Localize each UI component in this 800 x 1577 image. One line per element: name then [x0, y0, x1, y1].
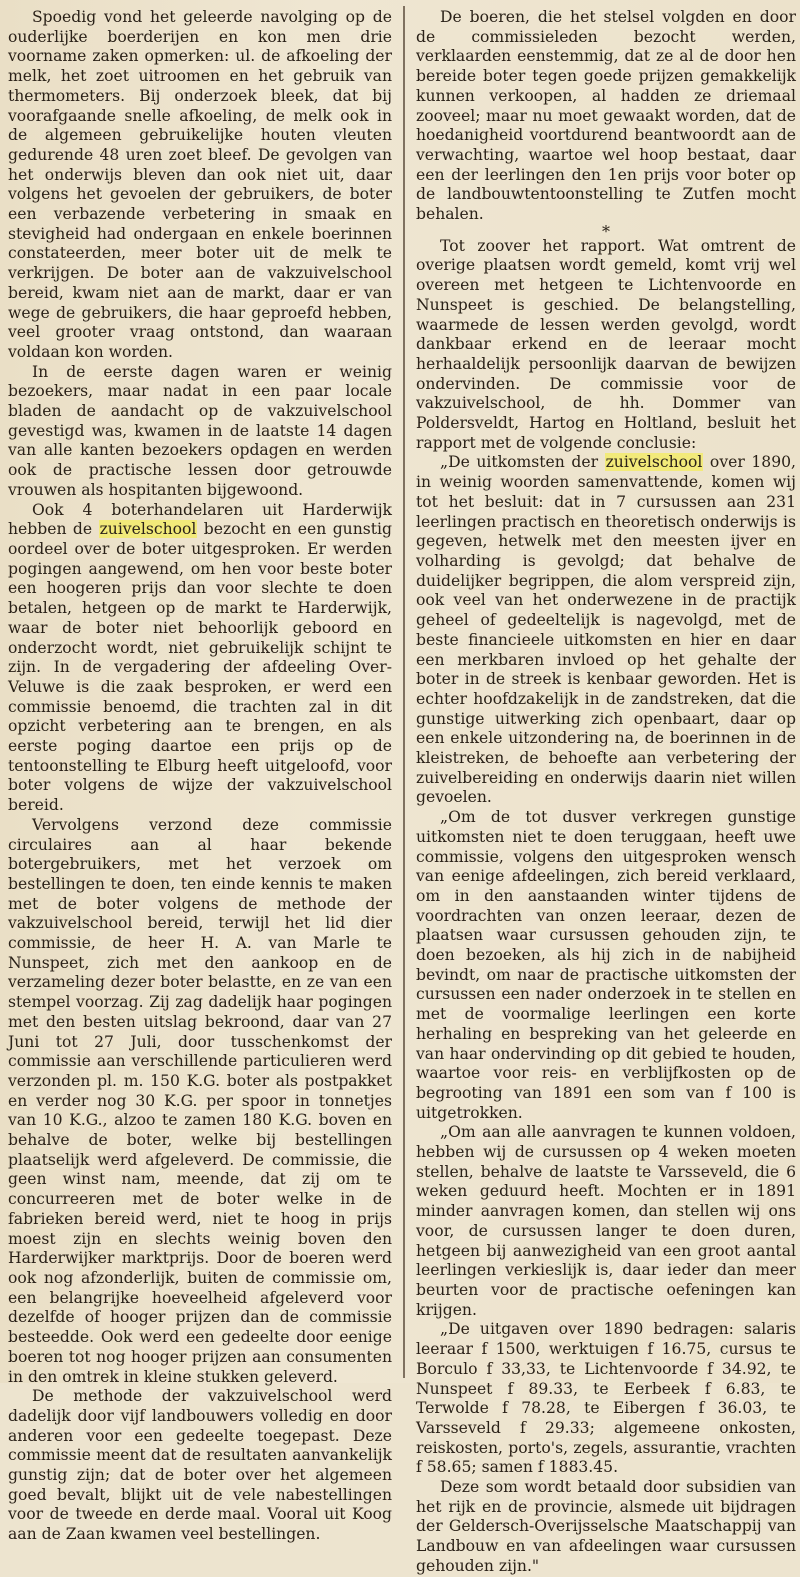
paragraph: Deze som wordt betaald door subsidien van het rijk en de provincie, alsmede uit bijdragen der Geldersch-Overijsselsche Maatschappij van Landbouw en van afdeelingen waar cursussen gehouden zijn.": [416, 1478, 796, 1575]
paragraph: Vervolgens verzond deze commissie circulaires aan al haar bekende botergebruikers, met het verzoek om bestellingen te doen, ten einde kennis te maken met de boter volgens de methode der vakzuivelschool bereid, terwijl het lid dier commissie, de heer H. A. van Marle te Nunspeet, zich met den aankoop en de verzameling dezer boter belastte, en ze van een stempel voorzag. Zij zag dadelijk haar pogingen met den besten uitslag bekroond, daar van 27 Juni tot 27 Juli, door tusschenkomst der commissie aan verschillende particulieren werd verzonden pl. m. 150 K.G. boter als postpakket en verder nog 30 K.G. per spoor in tonnetjes van 10 K.G., alzoo te zamen 180 K.G. boven en behalve de boter, welke bij bestellingen plaatselijk werd afgeleverd. De commissie, die geen winst nam, meende, dat zij om te concurreeren met de boter welke in de fabrieken bereid werd, niet te hoog in prijs moest zijn en slechts weinig boven den Harderwijker marktprijs. Door de boeren werd ook nog afzonderlijk, buiten de commissie om, een belangrijke hoeveelheid afgeleverd voor dezelfde of hooger prijzen dan de commissie besteedde. Ook werd een gedeelte door eenige boeren tot nog hooger prijzen aan consumenten in den omtrek in kleine stukken geleverd.: [8, 815, 392, 1386]
paragraph: De methode der vakzuivelschool werd dadelijk door vijf landbouwers volledig en door anderen voor een gedeelte toegepast. Deze commissie meent dat de resultaten aanvankelijk gunstig zijn; dat de boter over het algemeen goed bevalt, blijkt uit de vele nabestellingen voor de tweede en derde maal. Vooral uit Koog aan de Zaan kwamen veel bestellingen.: [8, 1387, 392, 1544]
paragraph: „Om aan alle aanvragen te kunnen voldoen, hebben wij de cursussen op 4 weken moeten stellen, behalve de laatste te Varsseveld, die 6 weken geduurd heeft. Mochten er in 1891 minder aanvragen komen, dan stellen wij ons voor, de cursussen langer te doen duren, hetgeen bij aanwezigheid van een groot aantal leerlingen verkieslijk is, daar ieder dan meer beurten voor de practische oefeningen kan krijgen.: [416, 1123, 796, 1319]
paragraph: Ook 4 boterhandelaren uit Harderwijk hebben de zuivelschool bezocht en een gunstig oordeel over de boter uitgesproken. Er werden pogingen aangewend, om hen voor beste boter een hoogeren prijs dan voor slechte te doen betalen, hetgeen op de markt te Harderwijk, waar de boter niet behoorlijk geboord en onderzocht wordt, niet gebruikelijk schijnt te zijn. In de vergadering der afdeeling Over-Veluwe is die zaak besproken, er werd een commissie benoemd, die trachten zal in dit opzicht verbetering aan te brengen, en als eerste poging daartoe een prijs op de tentoonstelling te Elburg heeft uitgeloofd, voor boter volgens de wijze der vakzuivelschool bereid.: [8, 500, 392, 815]
column-divider: [403, 6, 405, 1378]
paragraph: „De uitgaven over 1890 bedragen: salaris leeraar f 1500, werktuigen f 16.75, cursus te Borculo f 33,33, te Lichtenvoorde f 34.92, te Nunspeet f 89.33, te Eerbeek f 6.83, te Terwolde f 78.28, te Eibergen f 36.03, te Varsseveld f 29.33; algemeene onkosten, reiskosten, porto's, zegels, assurantie, vrachten f 58.65; samen f 1883.45.: [416, 1320, 796, 1477]
right-column: [412, 8, 796, 1575]
section-separator: *: [602, 221, 610, 241]
left-column: [8, 8, 398, 1544]
paragraph: In de eerste dagen waren er weinig bezoekers, maar nadat in een paar locale bladen de aandacht op de vakzuivelschool gevestigd was, kwamen in de laatste 14 dagen van alle kanten bezoekers opdagen en werden ook de practische lessen door getrouwde vrouwen als hospitanten bijgewoond.: [8, 362, 392, 499]
highlighted-term: zuivelschool: [605, 453, 703, 472]
paragraph: „Om de tot dusver verkregen gunstige uitkomsten niet te doen teruggaan, heeft uwe commissie, volgens den uitgesproken wensch van eenige afdeelingen, zich bereid verklaard, om in den aanstaanden winter tijdens de voordrachten van onzen leeraar, dezen de plaatsen waar cursussen gehouden zijn, te doen bezoeken, als hij zich in de nabijheid bevindt, om naar de practische uitkomsten der cursussen een nader onderzoek in te stellen en met de voormalige leerlingen een korte herhaling en bespreking van het geleerde en van haar ondervinding op dit gebied te houden, waartoe voor reis- en verblijfkosten op de begrooting van 1891 een som van f 100 is uitgetrokken.: [416, 808, 796, 1122]
paragraph: Spoedig vond het geleerde navolging op de ouderlijke boerderijen en kon men drie voorname zaken opmerken: ul. de afkoeling der melk, het zoet uitroomen en het gebruik van thermometers. Bij onderzoek bleek, dat bij voorafgaande snelle afkoeling, de melk ook in de algemeen gebruikelijke houten vleuten gedurende 48 uren zoet bleef. De gevolgen van het onderwijs bleven dan ook niet uit, daar volgens het gevoelen der gebruikers, de boter een verbazende verbetering in smaak en stevigheid had ondergaan en enkele boerinnen constateerden, meer boter uit de melk te verkrijgen. De boter aan de vakzuivelschool bereid, kwam niet aan de markt, daar er van wege de gebruikers, die haar geproefd hebben, veel grooter vraag ontstond, dan waaraan voldaan kon worden.: [8, 8, 392, 361]
highlighted-term: zuivelschool: [99, 520, 197, 539]
paragraph: De boeren, die het stelsel volgden en door de commissieleden bezocht werden, verklaarden eenstemmig, dat ze al de door hen bereide boter tegen goede prijzen gemakkelijk kunnen verkoopen, al hadden ze driemaal zooveel; maar nu moet gewaakt worden, dat de hoedanigheid voortdurend beantwoordt aan de verwachting, waartoe wel hoop bestaat, daar een der leerlingen den 1en prijs voor boter op de landbouwtentoonstelling te Zutfen mocht behalen.: [416, 8, 796, 224]
paragraph: Tot zoover het rapport. Wat omtrent de overige plaatsen wordt gemeld, komt vrij wel overeen met hetgeen te Lichtenvoorde en Nunspeet is geschied. De belangstelling, waarmede de lessen werden gevolgd, wordt dankbaar erkend en de leeraar mocht herhaaldelijk persoonlijk daarvan de bewijzen ondervinden. De commissie voor de vakzuivelschool, de hh. Dommer van Poldersveldt, Hartog en Holtland, besluit het rapport met de volgende conclusie:: [416, 236, 796, 452]
paragraph: „De uitkomsten der zuivelschool over 1890, in weinig woorden samenvattende, komen wij tot het besluit: dat in 7 cursussen aan 231 leerlingen practisch en theoretisch onderwijs is gegeven, hetwelk met den meesten ijver en volharding is gevolgd; dat behalve de duidelijker begrippen, die alom verspreid zijn, ook veel van het onderwezene in de practijk geheel of gedeeltelijk is nagevolgd, met de beste financieele uitkomsten en hier en daar een merkbaren invloed op het gehalte der boter in de streek is kenbaar geworden. Het is echter hoofdzakelijk in de zandstreken, dat die gunstige uitwerking zich openbaart, daar op een enkele uitzondering na, de boerinnen in de kleistreken, de behoefte aan verbetering der zuivelbereiding en onderwijs daarin niet willen gevoelen.: [416, 453, 796, 807]
